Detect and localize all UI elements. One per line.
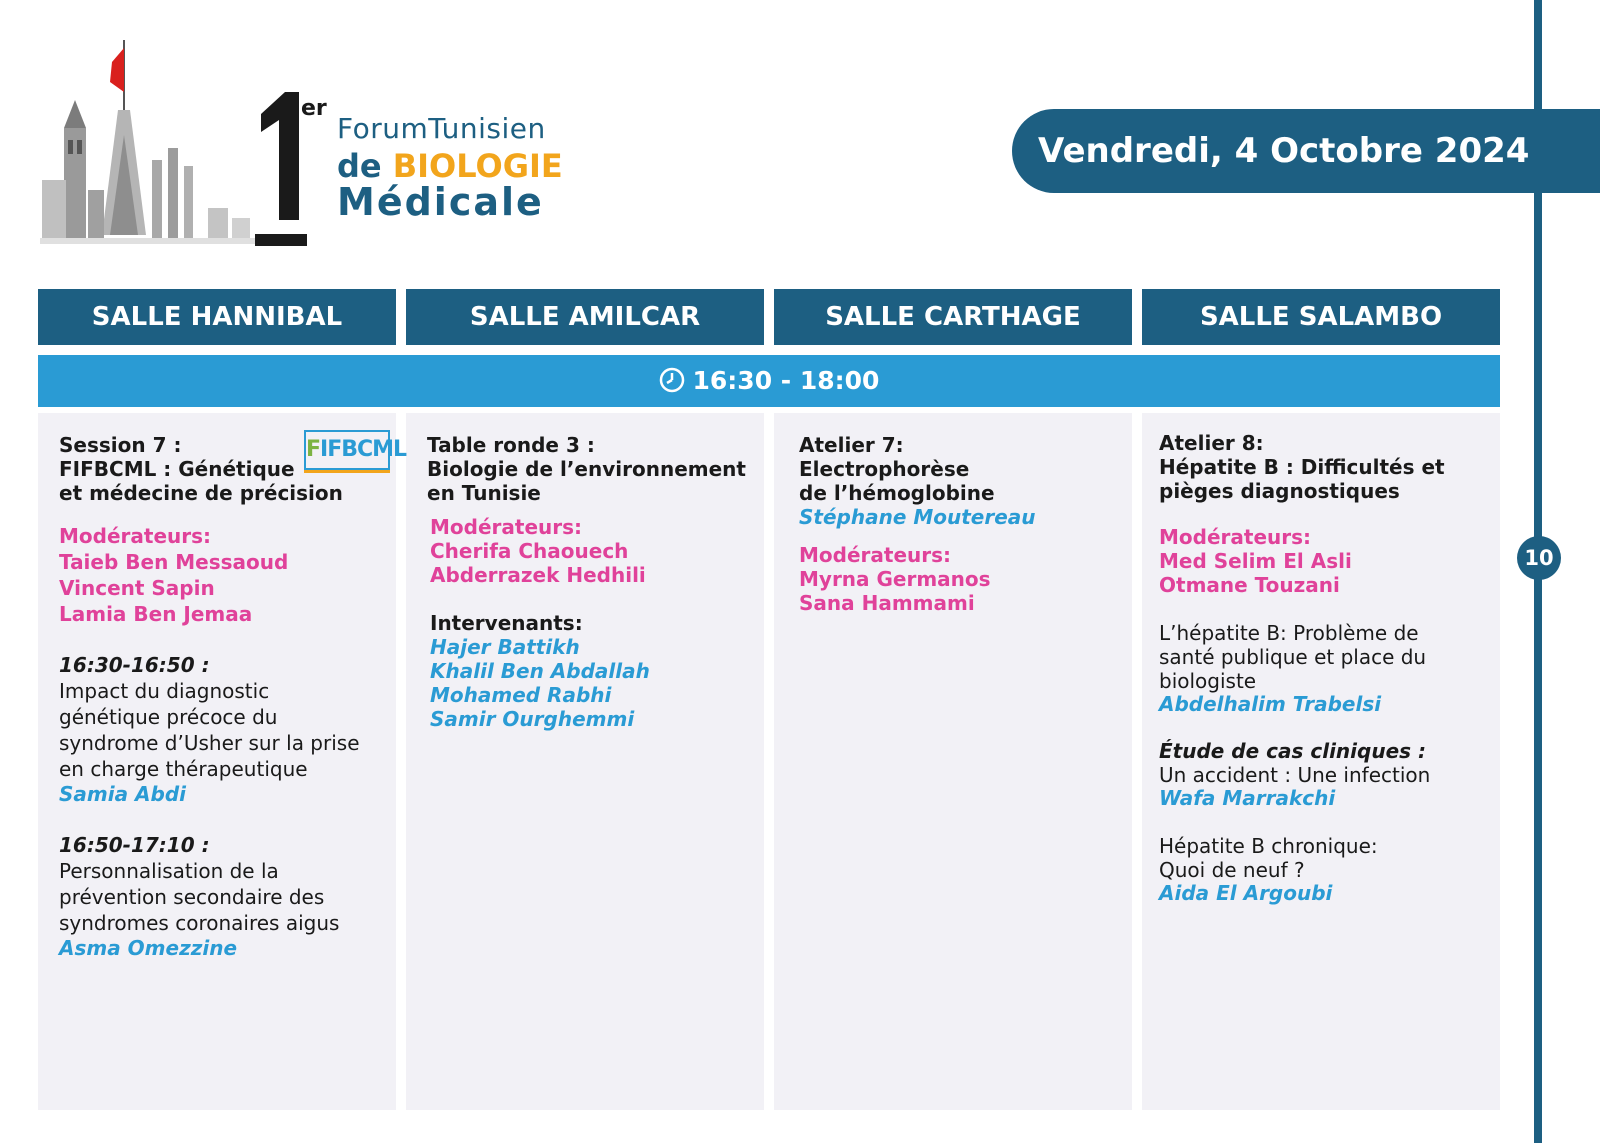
talk-title-line: Personnalisation de la: [59, 859, 279, 883]
clock-icon: [659, 367, 685, 393]
salle-header-carthage: SALLE CARTHAGE: [774, 289, 1132, 345]
logo-forum-text: ForumTunisien: [337, 112, 546, 145]
talk-title-line: génétique précoce du: [59, 705, 278, 729]
talk-speaker: Samia Abdi: [59, 782, 187, 806]
workshop-speaker: Stéphane Moutereau: [799, 505, 1036, 529]
fifbcml-logo: FIFBCML: [304, 430, 390, 470]
session-number: Atelier 8:: [1159, 431, 1264, 455]
talk-title-line: Un accident : Une infection: [1159, 763, 1431, 787]
session-number: Session 7 :: [59, 433, 182, 457]
talk-speaker: Aida El Argoubi: [1159, 881, 1333, 905]
salle-header-hannibal: SALLE HANNIBAL: [38, 289, 396, 345]
speaker-name: Mohamed Rabhi: [430, 683, 612, 707]
moderators-label: Modérateurs:: [1159, 525, 1312, 549]
moderator-name: Abderrazek Hedhili: [430, 563, 646, 587]
talk-title-line: Impact du diagnostic: [59, 679, 270, 703]
talk-title-line: en charge thérapeutique: [59, 757, 308, 781]
session-title-line1: Hépatite B : Difficultés et: [1159, 455, 1445, 479]
talk-title-line: syndrome d’Usher sur la prise: [59, 731, 360, 755]
moderator-name: Med Selim El Asli: [1159, 549, 1352, 573]
session-title-line2: en Tunisie: [427, 481, 541, 505]
talk-title-line: Quoi de neuf ?: [1159, 858, 1305, 882]
talk-time: 16:30-16:50 :: [59, 653, 210, 677]
speaker-name: Hajer Battikh: [430, 635, 580, 659]
monument-illustration: [40, 40, 260, 260]
time-slot-bar: [38, 355, 1500, 407]
case-study-heading: Étude de cas cliniques :: [1159, 739, 1427, 763]
talk-title-line: biologiste: [1159, 669, 1257, 693]
speaker-name: Khalil Ben Abdallah: [430, 659, 650, 683]
salle-header-salambo: SALLE SALAMBO: [1142, 289, 1500, 345]
session-title-line2: de l’hémoglobine: [799, 481, 995, 505]
session-title-line2: pièges diagnostiques: [1159, 479, 1400, 503]
talk-title-line: L’hépatite B: Problème de: [1159, 621, 1419, 645]
moderators-label: Modérateurs:: [59, 524, 212, 548]
talk-speaker: Asma Omezzine: [59, 936, 238, 960]
talk-title-line: prévention secondaire des: [59, 885, 325, 909]
time-slot-label: 16:30 - 18:00: [692, 366, 880, 395]
date-banner: Vendredi, 4 Octobre 2024: [1012, 109, 1600, 193]
logo-number-one: [255, 92, 307, 250]
session-number: Table ronde 3 :: [427, 433, 595, 457]
moderators-label: Modérateurs:: [430, 515, 583, 539]
moderator-name: Lamia Ben Jemaa: [59, 602, 253, 626]
moderator-name: Otmane Touzani: [1159, 573, 1340, 597]
logo-superscript: er: [301, 96, 327, 121]
logo-de: de: [337, 147, 382, 185]
session-title-line1: FIFBCML : Génétique: [59, 457, 295, 481]
moderator-name: Cherifa Chaouech: [430, 539, 629, 563]
talk-title-line: syndromes coronaires aigus: [59, 911, 340, 935]
talk-speaker: Wafa Marrakchi: [1159, 786, 1336, 810]
logo-medicale: Médicale: [337, 180, 544, 224]
moderator-name: Sana Hammami: [799, 591, 975, 615]
moderator-name: Myrna Germanos: [799, 567, 991, 591]
session-title-line2: et médecine de précision: [59, 481, 343, 505]
fifbcml-logo-underline: [304, 470, 390, 473]
talk-title-line: Hépatite B chronique:: [1159, 834, 1378, 858]
talk-time: 16:50-17:10 :: [59, 833, 210, 857]
session-title-line1: Electrophorèse: [799, 457, 970, 481]
moderator-name: Vincent Sapin: [59, 576, 215, 600]
page-number: 10: [1517, 536, 1561, 580]
logo-biologie: BIOLOGIE: [392, 147, 563, 185]
moderators-label: Modérateurs:: [799, 543, 952, 567]
session-title-line1: Biologie de l’environnement: [427, 457, 746, 481]
session-number: Atelier 7:: [799, 433, 904, 457]
talk-speaker: Abdelhalim Trabelsi: [1159, 692, 1382, 716]
moderator-name: Taieb Ben Messaoud: [59, 550, 289, 574]
salle-header-amilcar: SALLE AMILCAR: [406, 289, 764, 345]
speaker-name: Samir Ourghemmi: [430, 707, 635, 731]
talk-title-line: santé publique et place du: [1159, 645, 1427, 669]
speakers-label: Intervenants:: [430, 611, 583, 635]
